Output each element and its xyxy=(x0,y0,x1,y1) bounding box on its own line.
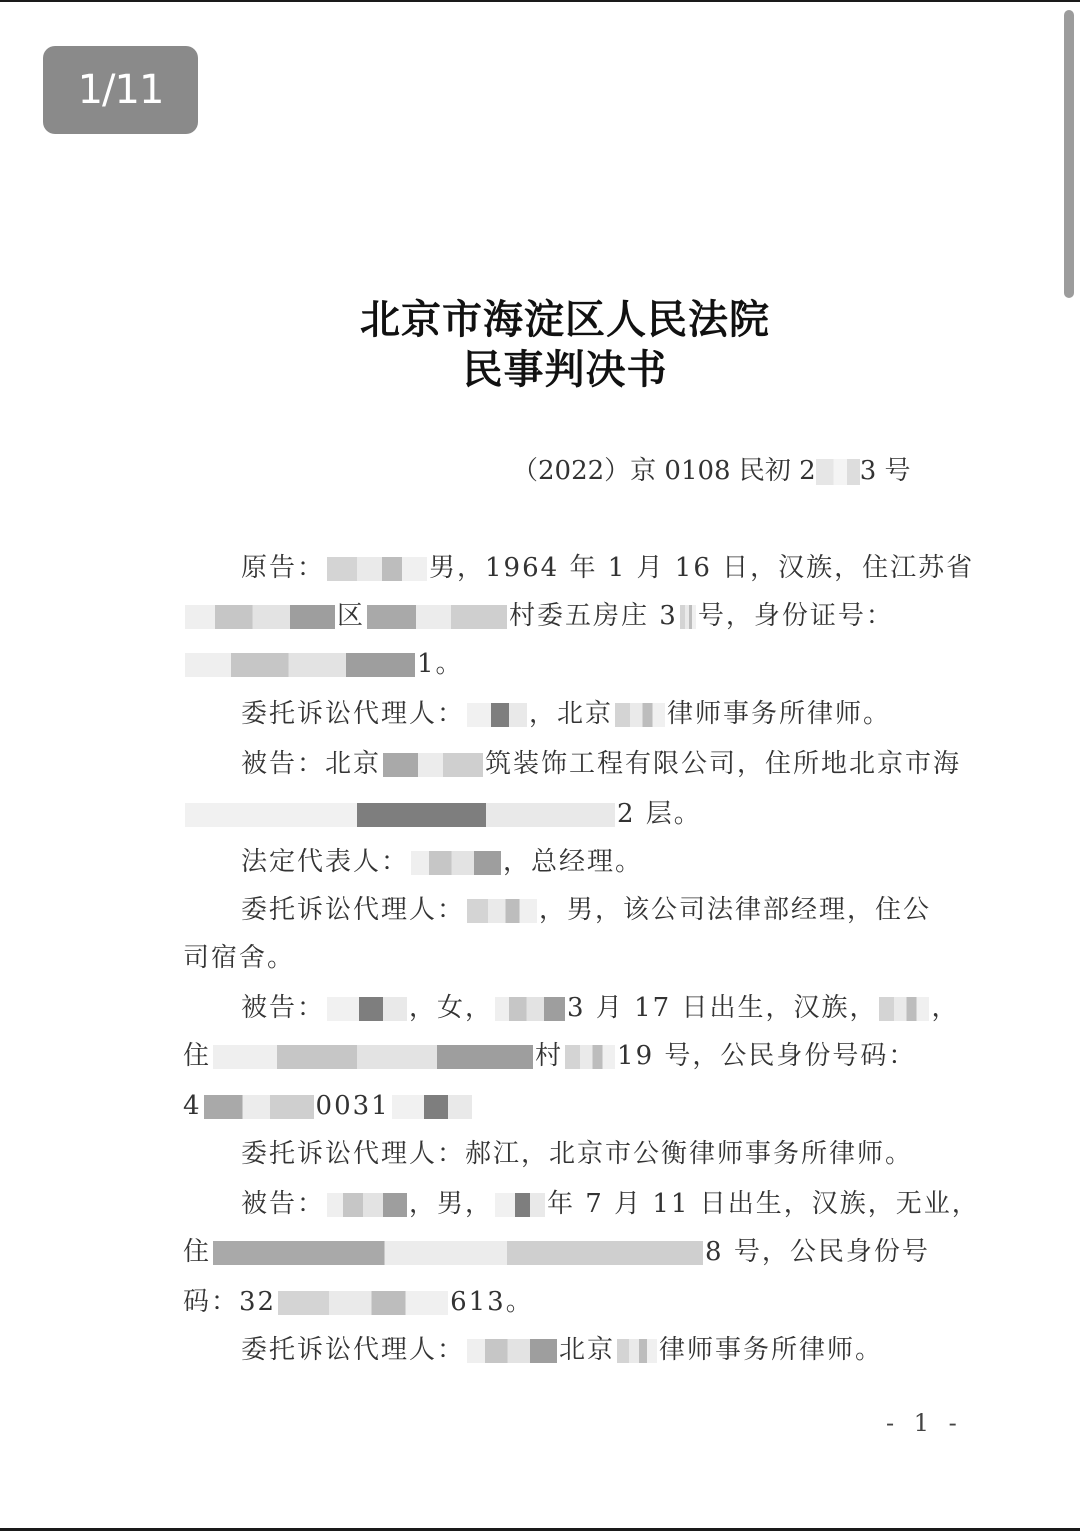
party-line xyxy=(183,1234,951,1270)
redacted-block xyxy=(411,851,501,875)
scrollbar[interactable] xyxy=(1056,0,1080,1531)
redacted-block xyxy=(204,1095,314,1119)
judgment-title: 民事判决书 xyxy=(462,346,668,393)
page-number: - 1 - xyxy=(886,1409,963,1437)
text-segment: ， xyxy=(931,993,960,1023)
party-line xyxy=(183,646,951,682)
text-segment: 村委五房庄 3 xyxy=(509,601,678,631)
text-segment: 号，身份证号： xyxy=(697,601,894,631)
text-segment: 司宿舍。 xyxy=(183,943,296,973)
redacted-block xyxy=(327,557,427,581)
text-segment: 1。 xyxy=(417,649,464,679)
party-line xyxy=(183,1038,951,1074)
redacted-block xyxy=(392,1095,472,1119)
text-segment: 被告： xyxy=(241,1189,326,1219)
redacted-block xyxy=(278,1291,448,1315)
text-segment: 律师事务所律师。 xyxy=(659,1335,884,1365)
party-line xyxy=(183,796,951,832)
text-segment: ，男，该公司法律部经理，住公 xyxy=(539,895,932,925)
party-line-agent xyxy=(183,696,951,732)
top-border xyxy=(0,0,1080,2)
text-segment: 0031 xyxy=(315,1091,390,1121)
text-segment: 法定代表人： xyxy=(241,847,410,877)
text-segment: 男，1964 年 1 月 16 日，汉族，住江苏省 xyxy=(429,553,975,583)
case-number xyxy=(512,450,911,487)
redacted-block xyxy=(213,1241,703,1265)
text-segment: 被告： xyxy=(241,993,326,1023)
text-segment: 北京 xyxy=(559,1335,616,1365)
redacted-block xyxy=(185,605,335,629)
text-segment: 委托诉讼代理人： xyxy=(241,1335,466,1365)
page-indicator-badge: 1/11 xyxy=(43,46,198,134)
redacted-block xyxy=(495,1193,545,1217)
party-line-agent xyxy=(183,892,951,928)
text-segment: 19 号，公民身份号码： xyxy=(617,1041,917,1071)
redacted-block xyxy=(495,997,565,1021)
redacted-block xyxy=(213,1045,533,1069)
text-segment: 委托诉讼代理人： xyxy=(241,699,466,729)
party-line-defendant xyxy=(183,746,962,782)
redacted-block xyxy=(467,1339,557,1363)
party-line xyxy=(183,598,951,634)
redacted-block xyxy=(383,753,483,777)
party-line-plaintiff xyxy=(183,550,975,586)
text-segment: 8 号，公民身份号 xyxy=(705,1237,930,1267)
party-line-legal-rep xyxy=(183,844,951,880)
redacted-block xyxy=(615,703,665,727)
text-segment: 码：32 xyxy=(183,1287,277,1317)
text-segment: 原告： xyxy=(241,553,326,583)
text-segment: 住 xyxy=(183,1041,212,1071)
text-segment: ，女， xyxy=(409,993,494,1023)
party-line xyxy=(183,1088,951,1124)
text-segment: 3 月 17 日出生，汉族， xyxy=(567,993,878,1023)
redacted-block xyxy=(565,1045,615,1069)
party-line-defendant xyxy=(183,990,960,1026)
text-segment: 被告：北京 xyxy=(241,749,382,779)
court-name-title: 北京市海淀区人民法院 xyxy=(360,296,770,343)
redacted-block xyxy=(467,899,537,923)
text-segment: 住 xyxy=(183,1237,212,1267)
text-segment: 村 xyxy=(535,1041,564,1071)
redacted-block xyxy=(680,605,696,629)
redacted-block xyxy=(467,703,527,727)
text-segment: 筑装饰工程有限公司，住所地北京市海 xyxy=(485,749,962,779)
party-line-agent xyxy=(183,1136,951,1172)
redacted-block xyxy=(816,459,860,485)
redacted-block xyxy=(185,803,615,827)
text-segment: 2 层。 xyxy=(617,799,702,829)
text-segment: ，总经理。 xyxy=(503,847,644,877)
text-segment: 委托诉讼代理人：郝江，北京市公衡律师事务所律师。 xyxy=(241,1139,914,1169)
redacted-block xyxy=(617,1339,657,1363)
redacted-block xyxy=(327,997,407,1021)
party-line xyxy=(183,1284,951,1320)
redacted-block xyxy=(185,653,415,677)
party-line-agent xyxy=(183,1332,951,1368)
text-segment: 613。 xyxy=(450,1287,534,1317)
case-number-suffix: 3 号 xyxy=(859,456,911,486)
party-line-defendant xyxy=(183,1186,980,1222)
case-number-prefix: （2022）京 0108 民初 2 xyxy=(512,456,816,486)
redacted-block xyxy=(327,1193,407,1217)
party-line xyxy=(183,940,951,976)
scrollbar-thumb[interactable] xyxy=(1064,10,1074,298)
text-segment: ，男， xyxy=(409,1189,494,1219)
redacted-block xyxy=(367,605,507,629)
redacted-block xyxy=(879,997,929,1021)
text-segment: 4 xyxy=(183,1091,202,1121)
text-segment: 律师事务所律师。 xyxy=(667,699,892,729)
text-segment: 区 xyxy=(337,601,366,631)
text-segment: 委托诉讼代理人： xyxy=(241,895,466,925)
text-segment: ，北京 xyxy=(529,699,614,729)
text-segment: 年 7 月 11 日出生，汉族，无业， xyxy=(547,1189,980,1219)
